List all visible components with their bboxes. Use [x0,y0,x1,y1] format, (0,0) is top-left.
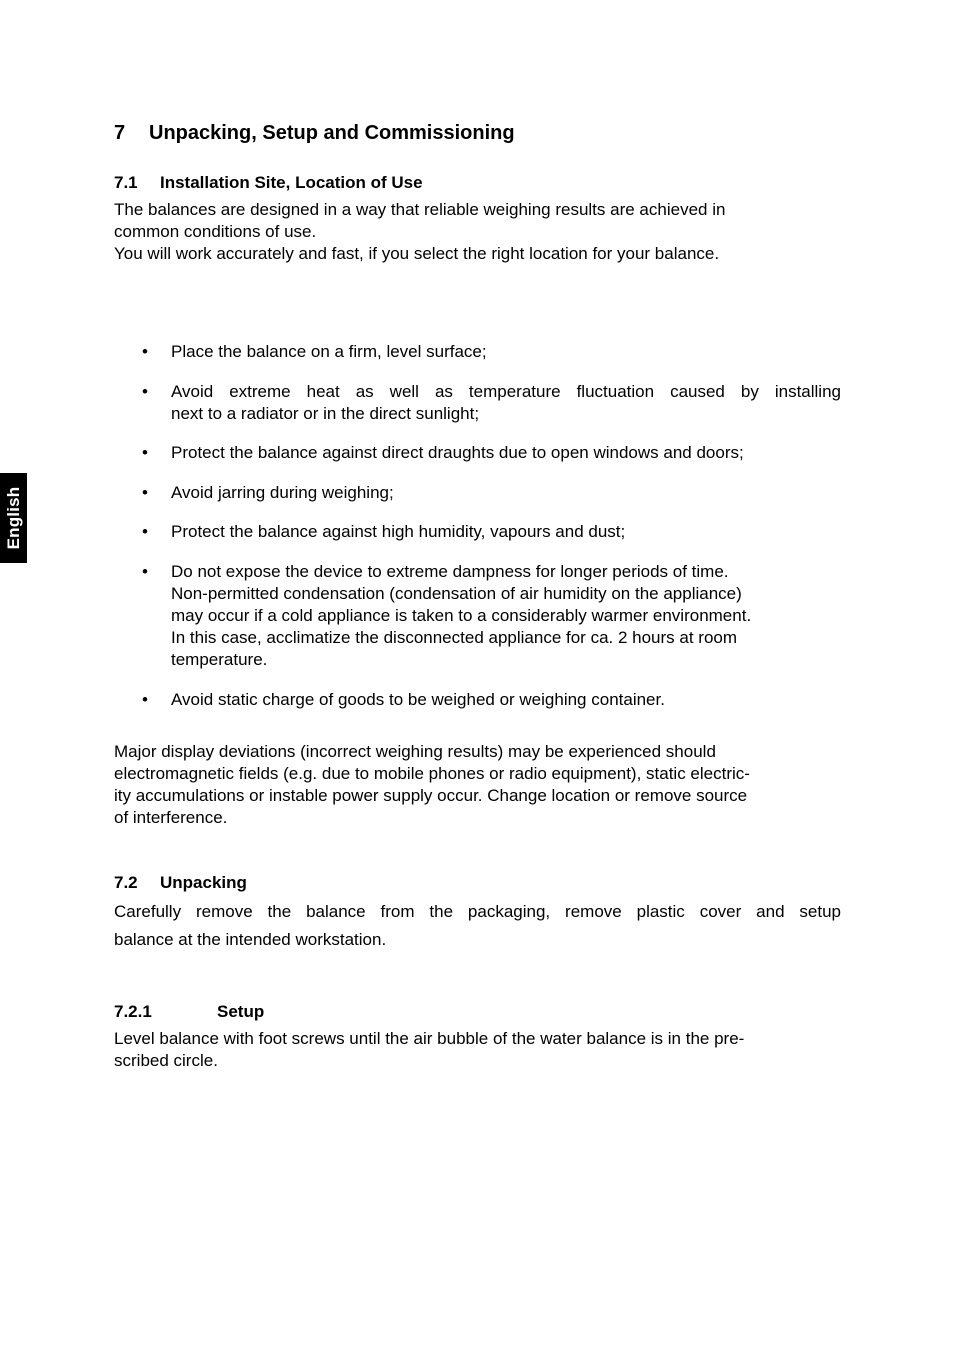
interference-note-paragraph [114,741,841,829]
list-item-line: Avoid jarring during weighing; [171,483,394,502]
bullet-symbol: • [142,382,148,401]
list-item-line: next to a radiator or in the direct sunlight; [171,404,480,423]
paragraph-line: Major display deviations (incorrect weighing results) may be experienced should [114,742,716,761]
list-item-line: Protect the balance against direct draughts due to open windows and doors; [171,443,744,462]
paragraph-line: balance at the intended workstation. [114,930,387,949]
paragraph-line: ity accumulations or instable power supply occur. Change location or remove source [114,786,748,805]
list-item-line: Non-permitted condensation (condensation of air humidity on the appliance) [171,584,742,603]
language-tab-label: English [3,486,23,550]
section-title: Unpacking [160,873,247,892]
paragraph-line: Level balance with foot screws until the air bubble of the water balance is in the pre- [114,1029,745,1048]
setup-paragraph [114,1028,841,1072]
bullet-symbol: • [142,483,148,502]
paragraph-line: common conditions of use. [114,222,317,241]
section-title: Unpacking, Setup and Commissioning [149,122,515,144]
bullet-symbol: • [142,342,148,361]
section-7-2-heading [114,873,247,893]
section-number: 7.2.1 [114,1002,152,1021]
bullet-symbol: • [142,522,148,541]
installation-intro-paragraph [114,199,841,265]
section-number: 7.1 [114,173,138,192]
paragraph-line: The balances are designed in a way that reliable weighing results are achieved in [114,200,726,219]
paragraph-line: You will work accurately and fast, if you select the right location for your balance. [114,244,720,263]
section-title: Setup [217,1002,265,1021]
paragraph-line: electromagnetic fields (e.g. due to mobile phones or radio equipment), static electric- [114,764,750,783]
language-tab [0,473,27,563]
section-7-heading [114,122,515,145]
bullet-symbol: • [142,562,148,581]
section-number: 7.2 [114,873,138,892]
paragraph-line: Carefully remove the balance from the packaging, remove plastic cover and setup [114,902,841,921]
section-7-2-1-heading [114,1002,264,1022]
list-item-line: Do not expose the device to extreme dampness for longer periods of time. [171,562,729,581]
section-title: Installation Site, Location of Use [160,173,423,192]
bullet-symbol: • [142,690,148,709]
list-item-line: may occur if a cold appliance is taken to a considerably warmer environment. [171,606,752,625]
paragraph-line: scribed circle. [114,1051,218,1070]
list-item-line: Avoid static charge of goods to be weighed or weighing container. [171,690,665,709]
list-item-line: In this case, acclimatize the disconnected appliance for ca. 2 hours at room [171,628,738,647]
section-number: 7 [114,122,126,144]
list-item-line: Place the balance on a firm, level surface; [171,342,487,361]
list-item-line: Protect the balance against high humidity, vapours and dust; [171,522,626,541]
paragraph-line: of interference. [114,808,228,827]
unpacking-paragraph [114,898,841,954]
section-7-1-heading [114,173,423,193]
bullet-symbol: • [142,443,148,462]
list-item-line: temperature. [171,650,268,669]
list-item-line: Avoid extreme heat as well as temperature fluctuation caused by installing [171,382,841,401]
